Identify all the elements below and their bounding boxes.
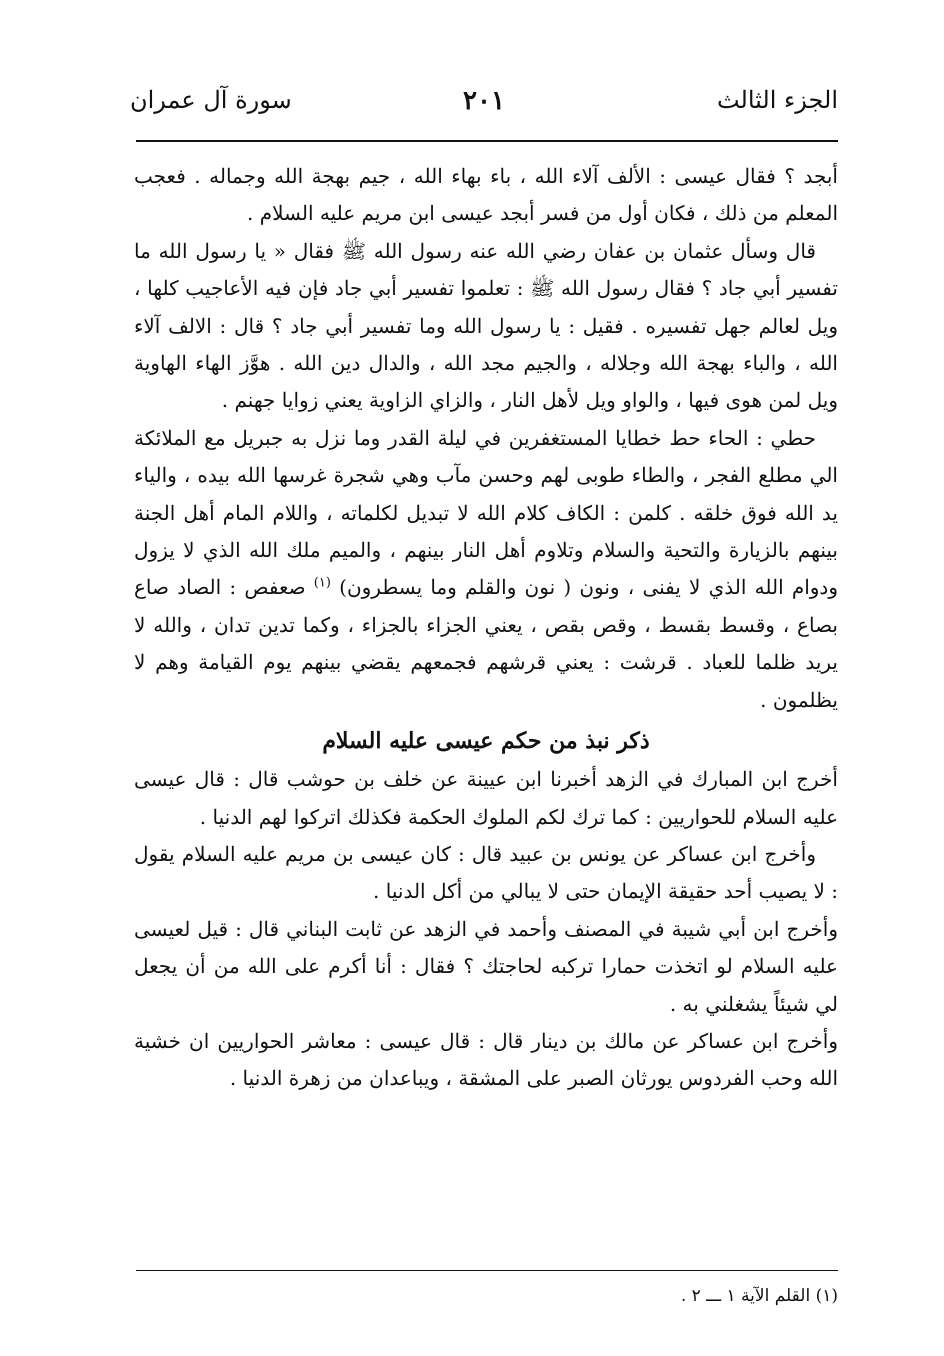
paragraph-uthman-question: قال وسأل عثمان بن عفان رضي الله عنه رسول الله ﷺ فقال « يا رسول الله ما تفسير أبي جاد ؟ فقال رسول الله ﷺ : تعلموا تفسير أبي جاد فإن فيه الأعاجيب كلها ، ويل لعالم جهل تفسيره . فقيل : يا رسول الله وما تفسير أبي جاد ؟ قال : الالف آلاء الله ، والباء بهجة الله وجلاله ، والجيم مجد الله ، والدال دين الله . هوَّز الهاء الهاوية ويل لمن هوى فيها ، والواو ويل لأهل النار ، والزاي الزاوية يعني زوايا جهنم . [134, 238, 838, 413]
header-rule [136, 140, 838, 142]
page-number: ٢٠١ [463, 86, 505, 116]
paragraph-ibn-mubarak: أخرج ابن المبارك في الزهد أخبرنا ابن عيينة عن خلف بن حوشب قال : قال عيسى عليه السلام للحواريين : كما ترك لكم الملوك الحكمة فكذلك اتركوا لهم الدنيا . [134, 767, 838, 829]
section-heading: ذكر نبذ من حكم عيسى عليه السلام [322, 728, 650, 755]
paragraph-ibn-asakir-yunus: وأخرج ابن عساكر عن يونس بن عبيد قال : كان عيسى بن مريم عليه السلام يقول : لا يصيب أحد حقيقة الإيمان حتى لا يبالي من أكل الدنيا . [134, 841, 838, 904]
paragraph-ibn-abi-shayba: وأخرج ابن أبي شيبة في المصنف وأحمد في الزهد عن ثابت البناني قال : قيل لعيسى عليه السلام لو اتخذت حمارا تركبه لحاجتك ؟ فقال : أنا أكرم على الله من أن يجعل لي شيئاً يشغلني به . [134, 916, 838, 1016]
part-label: الجزء الثالث [716, 86, 838, 114]
paragraph-ibn-asakir-malik: وأخرج ابن عساكر عن مالك بن دينار قال : قال عيسى : معاشر الحواريين ان خشية الله وحب الفردوس يورثان الصبر على المشقة ، ويباعدان من زهرة الدنيا . [134, 1028, 838, 1091]
paragraph-abjad-opening: أبجد ؟ فقال عيسى : الألف آلاء الله ، باء بهاء الله ، جيم بهجة الله وجماله . فعجب المعلم من ذلك ، فكان أول من فسر أبجد عيسى ابن مريم عليه السلام . [134, 164, 838, 226]
paragraph-hutti-text: حطي : الحاء حط خطايا المستغفرين في ليلة القدر وما نزل به جبريل مع الملائكة الي مطلع الفجر ، والطاء طوبى لهم وحسن مآب وهي شجرة غرسها الله بيده ، والياء يد الله فوق خلقه . كلمن : الكاف كلام الله لا تبديل لكلماته ، واللام المام أهل الجنة بينهم بالزيارة والتحية والسلام وتلاوم أهل النار بينهم ، والميم ملك الله الذي لا يزول ودوام الله الذي لا يفنى ، ونون ( نون والقلم وما يسطرون) [134, 425, 838, 600]
footnote-rule [136, 1270, 838, 1271]
footnote: (١) القلم الآية ١ ـــ ٢ . [680, 1286, 838, 1306]
paragraph-hutti-kalaman [134, 420, 838, 719]
main-text [134, 158, 838, 1098]
surah-label: سورة آل عمران [130, 86, 292, 114]
footnote-marker: (١) [313, 575, 331, 591]
running-head [130, 86, 838, 126]
paragraph-saafas-text: صعفص : الصاد صاع بصاع ، وقسط بقسط ، وقص بقص ، يعني الجزاء بالجزاء ، وكما تدين تدان ، والله لا يريد ظلما للعباد . قرشت : يعني قرشهم فجمعهم يقضي بينهم يوم القيامة وهم لا يظلمون . [134, 575, 838, 712]
